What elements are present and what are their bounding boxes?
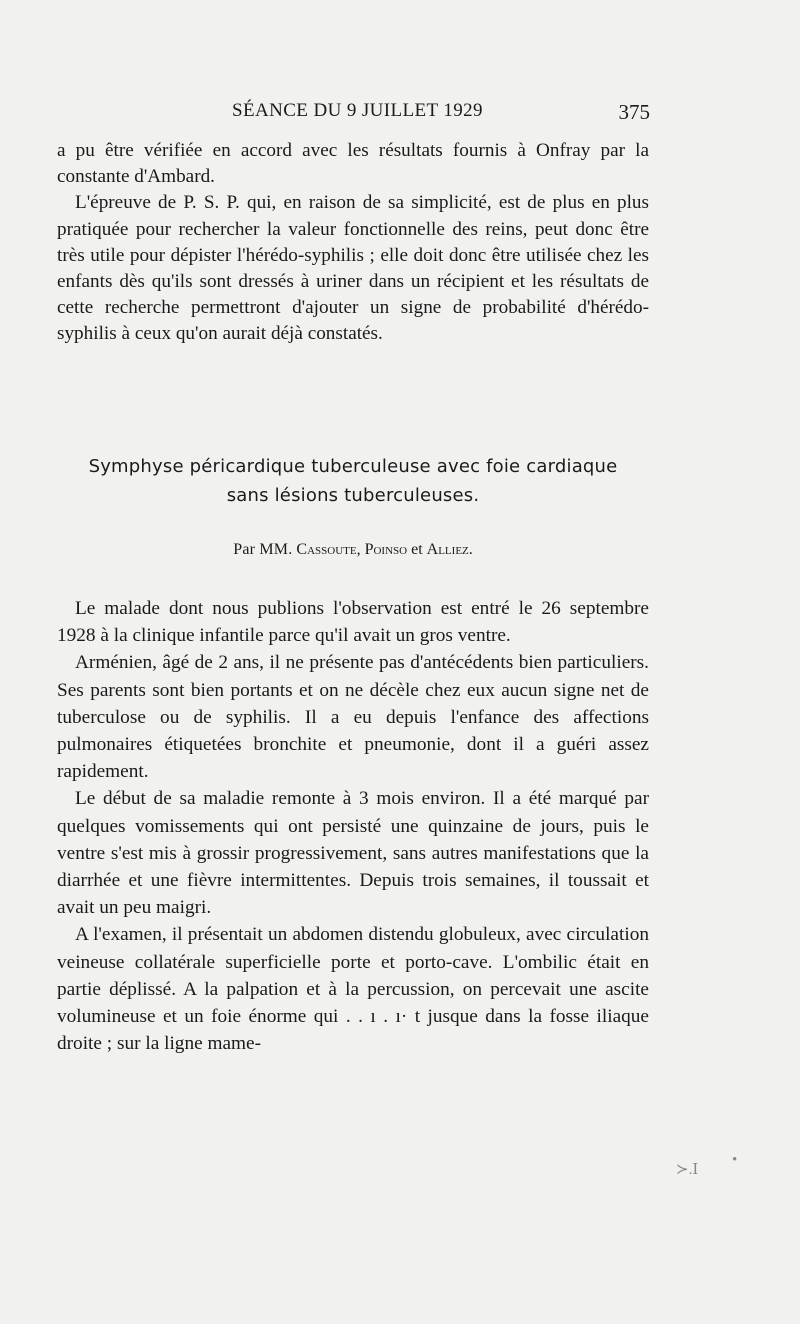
ink-dot: • [732, 1152, 738, 1168]
page-number: 375 [618, 100, 650, 124]
article-title [57, 452, 649, 510]
bottom-right-mark: ≻.Ⅰ [676, 1162, 699, 1178]
running-header [232, 100, 650, 130]
article-title-line-1: Symphyse péricardique tuberculeuse avec foie cardiaque [88, 456, 618, 477]
intro-paragraph-2: L'épreuve de P. S. P. qui, en raison de sa simplicité, est de plus en plus pratiquée pour rechercher la valeur fonctionnelle des reins, peut donc être très utile pour dépister l'hérédo-syphilis ; elle doit donc être utilisée chez les enfants dès qu'ils sont dressés à uriner dans un récipient et les résultats de cette recherche permettront d'ajouter un signe de probabilité d'hérédo-syphilis à ceux qu'on aurait déjà constatés. [57, 192, 649, 345]
intro-text-block [57, 138, 649, 348]
byline-conjunction: et [411, 541, 423, 558]
byline-comma: , [356, 541, 361, 558]
author-poinso: Poinso [364, 541, 408, 558]
byline-period: . [468, 541, 473, 558]
body-paragraph-2: Arménien, âgé de 2 ans, il ne présente pas d'antécédents bien particuliers. Ses parents sont bien portants et on ne décèle chez eux aucun signe net de tuberculose ou de syphilis. Il a eu depuis l'enfance des affections pulmonaires étiquetées bronchite et pneumonie, dont il a guéri assez rapidement. [57, 652, 649, 783]
body-paragraph-1: Le malade dont nous publions l'observation est entré le 26 septembre 1928 à la clinique infantile parce qu'il avait un gros ventre. [57, 598, 649, 647]
author-byline [57, 538, 649, 562]
author-cassoute: Cassoute [296, 541, 357, 558]
article-body [57, 595, 649, 1057]
running-title: SÉANCE DU 9 JUILLET 1929 [232, 100, 483, 121]
body-paragraph-3: Le début de sa maladie remonte à 3 mois environ. Il a été marqué par quelques vomissements qui ont persisté une quinzaine de jours, puis le ventre s'est mis à grossir progressivement, sans autres manifestations que la diarrhée et une fièvre intermittentes. Depuis trois semaines, il toussait et avait un peu maigri. [57, 788, 649, 919]
article-title-line-2: sans lésions tuberculeuses. [226, 485, 480, 506]
author-alliez: Alliez [426, 541, 469, 558]
intro-paragraph-1: a pu être vérifiée en accord avec les résultats fournis à Onfray par la constante d'Ambard. [57, 140, 649, 188]
body-paragraph-4: A l'examen, il présentait un abdomen distendu globuleux, avec circulation veineuse collatérale superficielle porte et porto-cave. L'ombilic était en partie déplissé. A la palpation et à la percussion, on percevait une ascite volumineuse et un foie énorme qui . . ı . ı· t jusque dans la fosse iliaque droite ; sur la ligne mame- [57, 924, 649, 1055]
byline-prefix: Par MM. [233, 541, 293, 558]
